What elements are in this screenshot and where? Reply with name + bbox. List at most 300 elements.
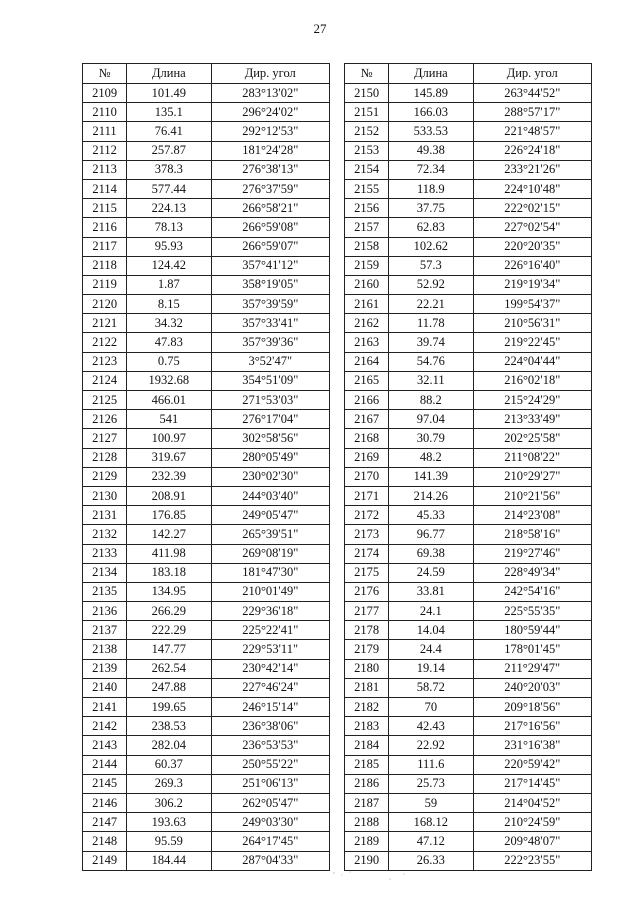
table-row (83, 237, 330, 256)
cell-number: 2148 (83, 832, 127, 851)
cell-direction-angle: 202°25'58" (473, 429, 592, 448)
cell-number: 2121 (83, 314, 127, 333)
table-row (345, 717, 592, 736)
cell-direction-angle: 229°53'11" (211, 640, 330, 659)
cell-length: 176.85 (127, 506, 211, 525)
table-row (83, 275, 330, 294)
cell-direction-angle: 3°52'47" (211, 352, 330, 371)
cell-number: 2120 (83, 295, 127, 314)
cell-length: 238.53 (127, 717, 211, 736)
table-row (83, 352, 330, 371)
cell-length: 95.93 (127, 237, 211, 256)
cell-number: 2154 (345, 160, 389, 179)
cell-length: 42.43 (389, 717, 473, 736)
cell-number: 2165 (345, 371, 389, 390)
cell-number: 2184 (345, 736, 389, 755)
cell-direction-angle: 296°24'02" (211, 103, 330, 122)
cell-direction-angle: 230°02'30" (211, 467, 330, 486)
table-row (83, 371, 330, 390)
cell-number: 2170 (345, 467, 389, 486)
header-direction-angle: Дир. угол (473, 64, 592, 84)
cell-length: 47.83 (127, 333, 211, 352)
cell-number: 2126 (83, 410, 127, 429)
cell-number: 2174 (345, 544, 389, 563)
cell-number: 2127 (83, 429, 127, 448)
cell-direction-angle: 236°38'06" (211, 717, 330, 736)
cell-number: 2113 (83, 160, 127, 179)
table-row (83, 851, 330, 870)
header-length: Длина (127, 64, 211, 84)
cell-length: 34.32 (127, 314, 211, 333)
cell-length: 1932.68 (127, 371, 211, 390)
cell-number: 2133 (83, 544, 127, 563)
cell-length: 193.63 (127, 813, 211, 832)
cell-direction-angle: 266°58'21" (211, 199, 330, 218)
cell-direction-angle: 244°03'40" (211, 486, 330, 505)
cell-length: 24.59 (389, 563, 473, 582)
cell-length: 47.12 (389, 832, 473, 851)
cell-number: 2129 (83, 467, 127, 486)
cell-number: 2147 (83, 813, 127, 832)
cell-direction-angle: 211°29'47" (473, 659, 592, 678)
cell-length: 135.1 (127, 103, 211, 122)
cell-number: 2152 (345, 122, 389, 141)
cell-direction-angle: 178°01'45" (473, 640, 592, 659)
cell-number: 2189 (345, 832, 389, 851)
table-row (345, 314, 592, 333)
cell-length: 134.95 (127, 582, 211, 601)
cell-direction-angle: 357°39'36" (211, 333, 330, 352)
cell-number: 2182 (345, 698, 389, 717)
cell-number: 2161 (345, 295, 389, 314)
table-row (83, 84, 330, 103)
cell-length: 78.13 (127, 218, 211, 237)
cell-length: 183.18 (127, 563, 211, 582)
cell-length: 48.2 (389, 448, 473, 467)
cell-length: 208.91 (127, 486, 211, 505)
cell-length: 58.72 (389, 678, 473, 697)
cell-length: 533.53 (389, 122, 473, 141)
table-row (345, 486, 592, 505)
cell-direction-angle: 262°05'47" (211, 793, 330, 812)
cell-length: 26.33 (389, 851, 473, 870)
cell-direction-angle: 251°06'13" (211, 774, 330, 793)
cell-direction-angle: 227°02'54" (473, 218, 592, 237)
cell-direction-angle: 180°59'44" (473, 621, 592, 640)
cell-number: 2146 (83, 793, 127, 812)
cell-number: 2118 (83, 256, 127, 275)
cell-length: 37.75 (389, 199, 473, 218)
table-row (83, 314, 330, 333)
cell-number: 2160 (345, 275, 389, 294)
cell-direction-angle: 357°33'41" (211, 314, 330, 333)
cell-length: 306.2 (127, 793, 211, 812)
cell-direction-angle: 214°23'08" (473, 506, 592, 525)
cell-direction-angle: 227°46'24" (211, 678, 330, 697)
cell-number: 2183 (345, 717, 389, 736)
cell-direction-angle: 211°08'22" (473, 448, 592, 467)
table-row (345, 582, 592, 601)
table-row (83, 429, 330, 448)
cell-number: 2143 (83, 736, 127, 755)
header-length: Длина (389, 64, 473, 84)
table-header-row (83, 64, 330, 84)
cell-length: 72.34 (389, 160, 473, 179)
cell-length: 222.29 (127, 621, 211, 640)
table-row (83, 602, 330, 621)
cell-number: 2153 (345, 141, 389, 160)
cell-direction-angle: 220°20'35" (473, 237, 592, 256)
cell-number: 2163 (345, 333, 389, 352)
cell-direction-angle: 209°48'07" (473, 832, 592, 851)
cell-length: 282.04 (127, 736, 211, 755)
cell-direction-angle: 210°24'59" (473, 813, 592, 832)
cell-number: 2109 (83, 84, 127, 103)
table-row (83, 486, 330, 505)
cell-direction-angle: 225°22'41" (211, 621, 330, 640)
cell-direction-angle: 242°54'16" (473, 582, 592, 601)
cell-direction-angle: 210°21'56" (473, 486, 592, 505)
cell-number: 2176 (345, 582, 389, 601)
cell-direction-angle: 209°18'56" (473, 698, 592, 717)
cell-direction-angle: 217°14'45" (473, 774, 592, 793)
cell-number: 2138 (83, 640, 127, 659)
cell-direction-angle: 280°05'49" (211, 448, 330, 467)
cell-direction-angle: 220°59'42" (473, 755, 592, 774)
cell-direction-angle: 302°58'56" (211, 429, 330, 448)
cell-number: 2117 (83, 237, 127, 256)
cell-number: 2128 (83, 448, 127, 467)
cell-direction-angle: 219°27'46" (473, 544, 592, 563)
table-row (83, 103, 330, 122)
table-header-row (345, 64, 592, 84)
cell-direction-angle: 224°04'44" (473, 352, 592, 371)
cell-length: 411.98 (127, 544, 211, 563)
table-row (83, 755, 330, 774)
cell-direction-angle: 230°42'14" (211, 659, 330, 678)
cell-length: 101.49 (127, 84, 211, 103)
cell-length: 124.42 (127, 256, 211, 275)
cell-length: 466.01 (127, 391, 211, 410)
cell-direction-angle: 269°08'19" (211, 544, 330, 563)
table-row (83, 582, 330, 601)
cell-direction-angle: 271°53'03" (211, 391, 330, 410)
cell-number: 2135 (83, 582, 127, 601)
table-row (345, 640, 592, 659)
cell-length: 14.04 (389, 621, 473, 640)
cell-length: 32.11 (389, 371, 473, 390)
cell-length: 147.77 (127, 640, 211, 659)
table-row (83, 199, 330, 218)
cell-length: 25.73 (389, 774, 473, 793)
table-row (345, 832, 592, 851)
table-row (83, 333, 330, 352)
cell-length: 141.39 (389, 467, 473, 486)
cell-number: 2175 (345, 563, 389, 582)
cell-number: 2123 (83, 352, 127, 371)
cell-number: 2116 (83, 218, 127, 237)
cell-length: 269.3 (127, 774, 211, 793)
cell-direction-angle: 357°41'12" (211, 256, 330, 275)
cell-number: 2186 (345, 774, 389, 793)
cell-direction-angle: 229°36'18" (211, 602, 330, 621)
table-row (345, 141, 592, 160)
table-row (345, 256, 592, 275)
cell-number: 2185 (345, 755, 389, 774)
cell-number: 2137 (83, 621, 127, 640)
cell-length: 118.9 (389, 179, 473, 198)
table-row (83, 832, 330, 851)
table-row (345, 678, 592, 697)
cell-direction-angle: 226°24'18" (473, 141, 592, 160)
segments-table-right (344, 63, 592, 871)
cell-direction-angle: 222°23'55" (473, 851, 592, 870)
cell-length: 102.62 (389, 237, 473, 256)
table-row (83, 793, 330, 812)
table-row (345, 506, 592, 525)
table-row (83, 160, 330, 179)
cell-direction-angle: 221°48'57" (473, 122, 592, 141)
cell-length: 247.88 (127, 678, 211, 697)
cell-direction-angle: 219°22'45" (473, 333, 592, 352)
table-row (345, 218, 592, 237)
cell-length: 96.77 (389, 525, 473, 544)
table-row (83, 467, 330, 486)
cell-length: 59 (389, 793, 473, 812)
scan-speckles (330, 870, 410, 882)
table-row (345, 602, 592, 621)
cell-number: 2144 (83, 755, 127, 774)
cell-direction-angle: 213°33'49" (473, 410, 592, 429)
table-row (83, 659, 330, 678)
cell-number: 2112 (83, 141, 127, 160)
cell-length: 11.78 (389, 314, 473, 333)
cell-length: 95.59 (127, 832, 211, 851)
cell-length: 319.67 (127, 448, 211, 467)
table-row (83, 813, 330, 832)
table-row (83, 141, 330, 160)
cell-length: 541 (127, 410, 211, 429)
cell-direction-angle: 240°20'03" (473, 678, 592, 697)
cell-length: 69.38 (389, 544, 473, 563)
cell-direction-angle: 224°10'48" (473, 179, 592, 198)
table-row (345, 275, 592, 294)
cell-number: 2166 (345, 391, 389, 410)
cell-length: 262.54 (127, 659, 211, 678)
cell-direction-angle: 292°12'53" (211, 122, 330, 141)
cell-number: 2110 (83, 103, 127, 122)
cell-length: 166.03 (389, 103, 473, 122)
cell-number: 2167 (345, 410, 389, 429)
table-row (83, 736, 330, 755)
cell-direction-angle: 228°49'34" (473, 563, 592, 582)
cell-length: 577.44 (127, 179, 211, 198)
cell-number: 2142 (83, 717, 127, 736)
cell-length: 184.44 (127, 851, 211, 870)
cell-length: 49.38 (389, 141, 473, 160)
table-row (345, 352, 592, 371)
table-row (83, 563, 330, 582)
cell-number: 2141 (83, 698, 127, 717)
table-row (345, 736, 592, 755)
table-row (345, 525, 592, 544)
cell-direction-angle: 283°13'02" (211, 84, 330, 103)
cell-number: 2130 (83, 486, 127, 505)
table-row (345, 391, 592, 410)
cell-number: 2150 (345, 84, 389, 103)
table-row (345, 179, 592, 198)
cell-length: 57.3 (389, 256, 473, 275)
table-row (345, 333, 592, 352)
table-row (83, 544, 330, 563)
cell-length: 60.37 (127, 755, 211, 774)
cell-direction-angle: 231°16'38" (473, 736, 592, 755)
cell-direction-angle: 222°02'15" (473, 199, 592, 218)
cell-number: 2119 (83, 275, 127, 294)
cell-number: 2125 (83, 391, 127, 410)
cell-direction-angle: 266°59'07" (211, 237, 330, 256)
cell-direction-angle: 249°05'47" (211, 506, 330, 525)
cell-direction-angle: 265°39'51" (211, 525, 330, 544)
table-row (345, 448, 592, 467)
cell-number: 2187 (345, 793, 389, 812)
cell-length: 257.87 (127, 141, 211, 160)
table-row (345, 84, 592, 103)
cell-number: 2114 (83, 179, 127, 198)
header-number: № (345, 64, 389, 84)
cell-number: 2140 (83, 678, 127, 697)
cell-length: 45.33 (389, 506, 473, 525)
cell-direction-angle: 216°02'18" (473, 371, 592, 390)
cell-length: 378.3 (127, 160, 211, 179)
table-row (345, 851, 592, 870)
table-row (83, 256, 330, 275)
cell-length: 232.39 (127, 467, 211, 486)
cell-length: 54.76 (389, 352, 473, 371)
cell-number: 2139 (83, 659, 127, 678)
cell-number: 2134 (83, 563, 127, 582)
table-row (345, 793, 592, 812)
cell-length: 22.21 (389, 295, 473, 314)
cell-direction-angle: 210°56'31" (473, 314, 592, 333)
cell-length: 70 (389, 698, 473, 717)
table-row (83, 698, 330, 717)
table-row (345, 563, 592, 582)
cell-direction-angle: 276°17'04" (211, 410, 330, 429)
cell-length: 88.2 (389, 391, 473, 410)
cell-direction-angle: 215°24'29" (473, 391, 592, 410)
table-row (345, 467, 592, 486)
cell-number: 2155 (345, 179, 389, 198)
cell-number: 2173 (345, 525, 389, 544)
table-row (345, 621, 592, 640)
cell-direction-angle: 219°19'34" (473, 275, 592, 294)
header-direction-angle: Дир. угол (211, 64, 330, 84)
table-row (83, 678, 330, 697)
table-row (345, 295, 592, 314)
cell-direction-angle: 214°04'52" (473, 793, 592, 812)
table-row (345, 237, 592, 256)
table-row (345, 199, 592, 218)
cell-length: 19.14 (389, 659, 473, 678)
cell-direction-angle: 181°24'28" (211, 141, 330, 160)
cell-direction-angle: 181°47'30" (211, 563, 330, 582)
cell-direction-angle: 226°16'40" (473, 256, 592, 275)
cell-direction-angle: 210°29'27" (473, 467, 592, 486)
cell-length: 39.74 (389, 333, 473, 352)
cell-length: 52.92 (389, 275, 473, 294)
segments-table-left (82, 63, 330, 871)
table-row (345, 103, 592, 122)
cell-number: 2178 (345, 621, 389, 640)
cell-number: 2158 (345, 237, 389, 256)
cell-number: 2136 (83, 602, 127, 621)
table-row (83, 640, 330, 659)
cell-length: 22.92 (389, 736, 473, 755)
cell-number: 2188 (345, 813, 389, 832)
table-row (345, 160, 592, 179)
cell-direction-angle: 233°21'26" (473, 160, 592, 179)
cell-number: 2131 (83, 506, 127, 525)
table-row (83, 717, 330, 736)
cell-number: 2181 (345, 678, 389, 697)
table-row (345, 429, 592, 448)
table-row (83, 179, 330, 198)
table-row (83, 391, 330, 410)
table-row (345, 544, 592, 563)
table-row (345, 698, 592, 717)
cell-length: 33.81 (389, 582, 473, 601)
cell-number: 2124 (83, 371, 127, 390)
cell-length: 168.12 (389, 813, 473, 832)
cell-number: 2111 (83, 122, 127, 141)
cell-number: 2164 (345, 352, 389, 371)
cell-number: 2169 (345, 448, 389, 467)
cell-length: 199.65 (127, 698, 211, 717)
cell-direction-angle: 354°51'09" (211, 371, 330, 390)
cell-length: 214.26 (389, 486, 473, 505)
table-row (345, 371, 592, 390)
cell-length: 8.15 (127, 295, 211, 314)
table-row (345, 122, 592, 141)
table-row (83, 448, 330, 467)
cell-number: 2156 (345, 199, 389, 218)
cell-direction-angle: 288°57'17" (473, 103, 592, 122)
cell-number: 2132 (83, 525, 127, 544)
cell-direction-angle: 218°58'16" (473, 525, 592, 544)
cell-length: 30.79 (389, 429, 473, 448)
cell-length: 1.87 (127, 275, 211, 294)
cell-direction-angle: 266°59'08" (211, 218, 330, 237)
cell-direction-angle: 217°16'56" (473, 717, 592, 736)
cell-number: 2157 (345, 218, 389, 237)
cell-direction-angle: 250°55'22" (211, 755, 330, 774)
cell-number: 2145 (83, 774, 127, 793)
cell-direction-angle: 210°01'49" (211, 582, 330, 601)
cell-number: 2159 (345, 256, 389, 275)
cell-number: 2151 (345, 103, 389, 122)
cell-length: 266.29 (127, 602, 211, 621)
cell-length: 100.97 (127, 429, 211, 448)
cell-length: 145.89 (389, 84, 473, 103)
cell-direction-angle: 276°37'59" (211, 179, 330, 198)
cell-number: 2122 (83, 333, 127, 352)
cell-length: 111.6 (389, 755, 473, 774)
cell-length: 0.75 (127, 352, 211, 371)
cell-direction-angle: 236°53'53" (211, 736, 330, 755)
table-row (345, 410, 592, 429)
cell-length: 62.83 (389, 218, 473, 237)
